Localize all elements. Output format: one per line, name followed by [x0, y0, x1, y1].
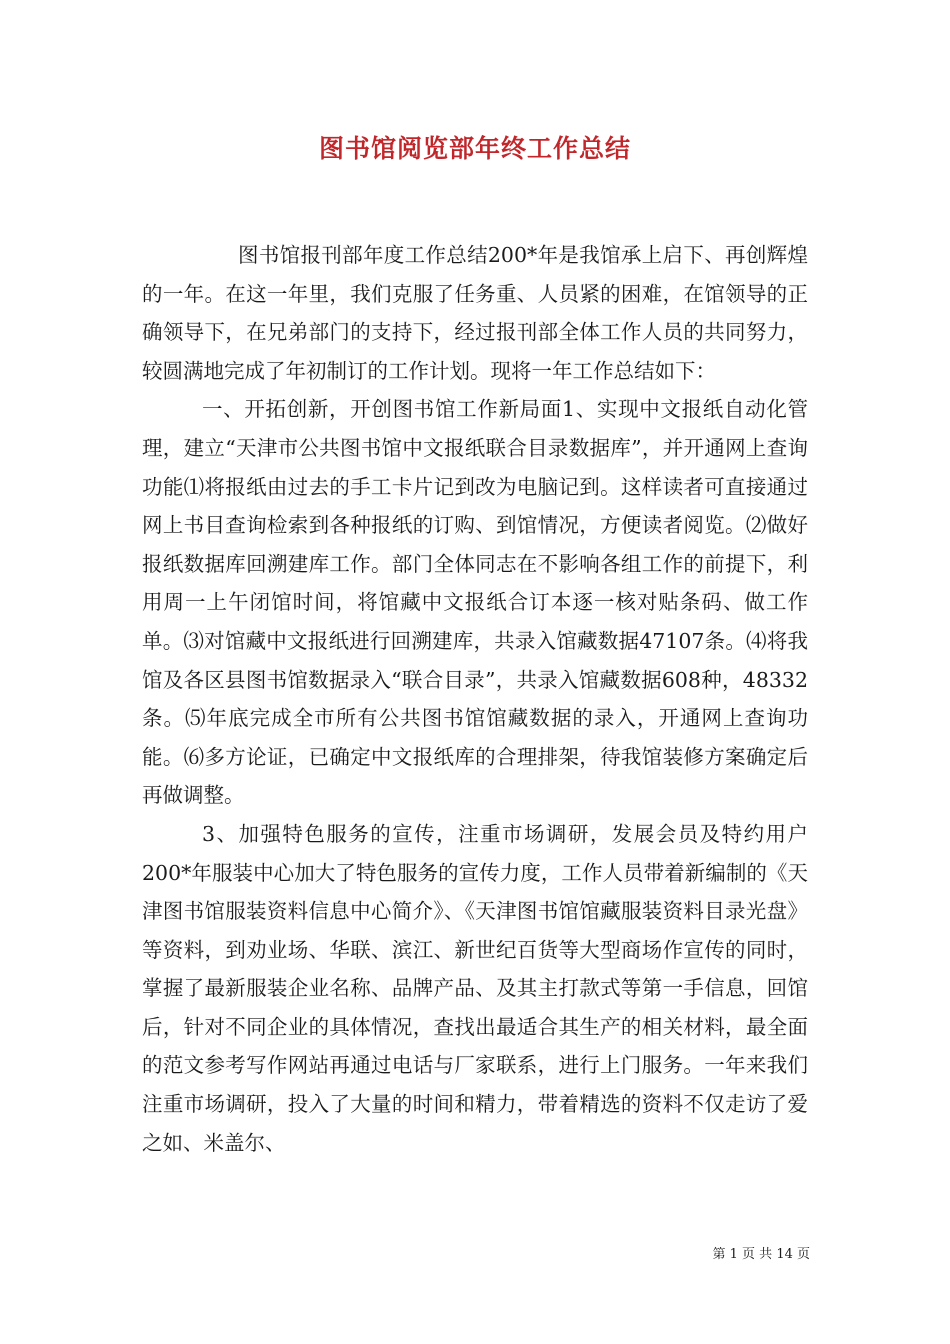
paragraph-intro: 图书馆报刊部年度工作总结200*年是我馆承上启下、再创辉煌的一年。在这一年里，我们克服了任务重、人员紧的困难，在馆领导的正确领导下，在兄弟部门的支持下，经过报刊部全体工作人员的共同努力，较圆满地完成了年初制订的工作计划。现将一年工作总结如下： [142, 243, 808, 383]
paragraph-section-one: 一、开拓创新，开创图书馆工作新局面1、实现中文报纸自动化管理，建立“天津市公共图书馆中文报纸联合目录数据库”，并开通网上查询功能⑴将报纸由过去的手工卡片记到改为电脑记到。这样读者可直接通过网上书目查询检索到各种报纸的订购、到馆情况，方便读者阅览。⑵做好报纸数据库回溯建库工作。部门全体同志在不影响各组工作的前提下，利用周一上午闭馆时间，将馆藏中文报纸合订本逐一核对贴条码、做工作单。⑶对馆藏中文报纸进行回溯建库，共录入馆藏数据47107条。⑷将我馆及各区县图书馆数据录入“联合目录”，共录入馆藏数据608种，48332条。⑸年底完成全市所有公共图书馆馆藏数据的录入，开通网上查询功能。⑹多方论证，已确定中文报纸库的合理排架，待我馆装修方案确定后再做调整。 [142, 397, 808, 808]
document-title: 图书馆阅览部年终工作总结 [318, 134, 631, 163]
document-body [142, 236, 808, 1162]
paragraph-section-three: 3、加强特色服务的宣传，注重市场调研，发展会员及特约用户200*年服装中心加大了特色服务的宣传力度，工作人员带着新编制的《天津图书馆服装资料信息中心简介》、《天津图书馆馆藏服装资料目录光盘》等资料，到劝业场、华联、滨江、新世纪百货等大型商场作宣传的同时，掌握了最新服装企业名称、品牌产品、及其主打款式等第一手信息，回馆后，针对不同企业的具体情况，查找出最适合其生产的相关材料，最全面的范文参考写作网站再通过电话与厂家联系，进行上门服务。一年来我们注重市场调研，投入了大量的时间和精力，带着精选的资料不仅走访了爱之如、米盖尔、 [142, 821, 808, 1155]
page-number-footer: 第 1 页 共 14 页 [712, 1247, 810, 1262]
